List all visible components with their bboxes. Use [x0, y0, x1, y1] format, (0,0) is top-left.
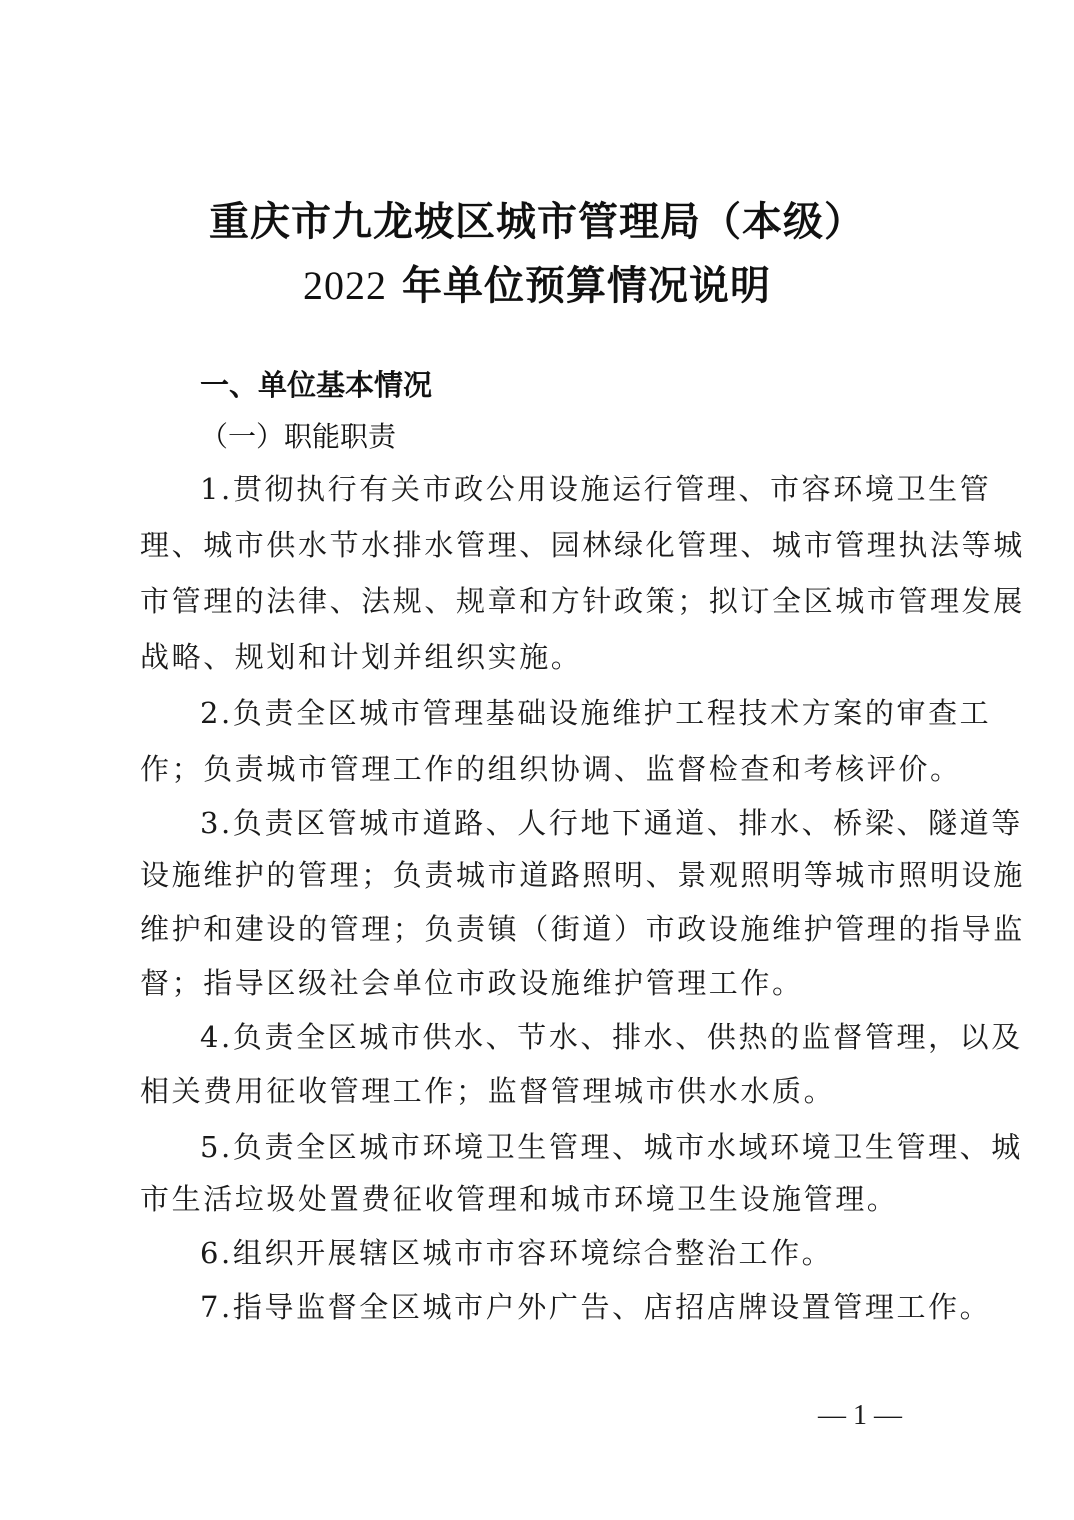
body-line: 督；指导区级社会单位市政设施维护管理工作。 — [140, 966, 804, 1000]
body-line: 3.负责区管城市道路、人行地下通道、排水、桥梁、隧道等 — [200, 806, 1023, 840]
body-line: 6.组织开展辖区城市市容环境综合整治工作。 — [200, 1236, 834, 1270]
body-line: 设施维护的管理；负责城市道路照明、景观照明等城市照明设施 — [140, 858, 1025, 892]
body-line: 4.负责全区城市供水、节水、排水、供热的监督管理，以及 — [200, 1020, 1023, 1054]
title-year: 2022 — [303, 263, 388, 308]
body-line: 理、城市供水节水排水管理、园林绿化管理、城市管理执法等城 — [140, 528, 1025, 562]
body-line: 作；负责城市管理工作的组织协调、监督检查和考核评价。 — [140, 752, 962, 786]
title-line-2 — [0, 254, 1074, 318]
page-number: — 1 — — [818, 1400, 902, 1431]
body-line: 7.指导监督全区城市户外广告、店招店牌设置管理工作。 — [200, 1290, 992, 1324]
body-line: 2.负责全区城市管理基础设施维护工程技术方案的审查工 — [200, 696, 992, 730]
body-line: 1.贯彻执行有关市政公用设施运行管理、市容环境卫生管 — [200, 472, 992, 506]
body-line: 战略、规划和计划并组织实施。 — [140, 640, 583, 674]
body-line: 维护和建设的管理；负责镇（街道）市政设施维护管理的指导监 — [140, 912, 1025, 946]
title-line-1: 重庆市九龙坡区城市管理局（本级） — [209, 199, 865, 245]
body-line: 市管理的法律、法规、规章和方针政策；拟订全区城市管理发展 — [140, 584, 1025, 618]
document-title — [0, 190, 1074, 318]
title-line-2-text: 年单位预算情况说明 — [401, 263, 771, 309]
body-line: 市生活垃圾处置费征收管理和城市环境卫生设施管理。 — [140, 1182, 899, 1216]
body-line: 5.负责全区城市环境卫生管理、城市水域环境卫生管理、城 — [200, 1130, 1023, 1164]
section-subheading: （一）职能职责 — [200, 420, 397, 453]
section-heading: 一、单位基本情况 — [200, 368, 433, 402]
body-line: 相关费用征收管理工作；监督管理城市供水水质。 — [140, 1074, 836, 1108]
